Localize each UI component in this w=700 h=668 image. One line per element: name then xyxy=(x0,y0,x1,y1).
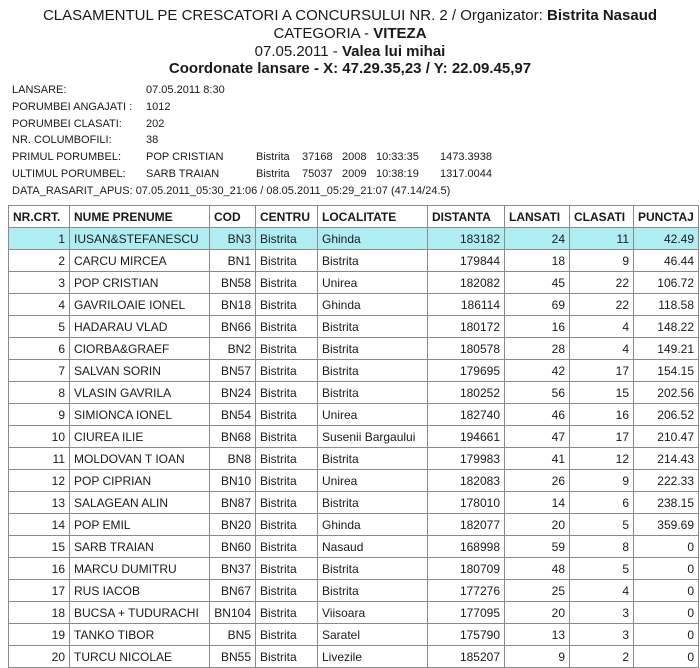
row-name: VLASIN GAVRILA xyxy=(70,382,210,404)
row-localitate: Bistrita xyxy=(318,382,428,404)
row-name: SARB TRAIAN xyxy=(70,536,210,558)
row-name: RUS IACOB xyxy=(70,580,210,602)
row-clasati: 8 xyxy=(570,536,634,558)
row-punctaj: 0 xyxy=(634,602,699,624)
table-row[interactable] xyxy=(9,646,699,668)
row-localitate: Unirea xyxy=(318,404,428,426)
row-lansati: 47 xyxy=(505,426,570,448)
row-distanta: 177095 xyxy=(428,602,505,624)
row-cod: BN67 xyxy=(210,580,256,602)
row-nr: 2 xyxy=(9,250,70,272)
row-clasati: 9 xyxy=(570,250,634,272)
table-row[interactable] xyxy=(9,624,699,646)
col-distanta: DISTANTA xyxy=(428,206,505,228)
col-lansati: LANSATI xyxy=(505,206,570,228)
col-cod: COD xyxy=(210,206,256,228)
row-lansati: 24 xyxy=(505,228,570,250)
row-localitate: Ghinda xyxy=(318,294,428,316)
info-clasati: PORUMBEI CLASATI: 202 xyxy=(12,117,165,130)
col-localitate: LOCALITATE xyxy=(318,206,428,228)
row-localitate: Livezile xyxy=(318,646,428,668)
row-centru: Bistrita xyxy=(256,602,318,624)
row-punctaj: 222.33 xyxy=(634,470,699,492)
row-cod: BN1 xyxy=(210,250,256,272)
row-name: GAVRILOAIE IONEL xyxy=(70,294,210,316)
row-nr: 9 xyxy=(9,404,70,426)
table-row[interactable] xyxy=(9,448,699,470)
row-clasati: 12 xyxy=(570,448,634,470)
table-row[interactable] xyxy=(9,316,699,338)
row-lansati: 69 xyxy=(505,294,570,316)
date-place-line: 07.05.2011 - Valea lui mihai xyxy=(254,43,446,60)
row-localitate: Bistrita xyxy=(318,558,428,580)
row-lansati: 59 xyxy=(505,536,570,558)
table-row[interactable] xyxy=(9,294,699,316)
row-distanta: 180172 xyxy=(428,316,505,338)
row-cod: BN68 xyxy=(210,426,256,448)
row-centru: Bistrita xyxy=(256,624,318,646)
row-centru: Bistrita xyxy=(256,316,318,338)
row-punctaj: 359.69 xyxy=(634,514,699,536)
col-nr-crt: NR.CRT. xyxy=(9,206,70,228)
row-clasati: 4 xyxy=(570,338,634,360)
row-centru: Bistrita xyxy=(256,646,318,668)
row-name: SIMIONCA IONEL xyxy=(70,404,210,426)
row-nr: 15 xyxy=(9,536,70,558)
row-distanta: 182740 xyxy=(428,404,505,426)
row-punctaj: 0 xyxy=(634,536,699,558)
info-columbofili: NR. COLUMBOFILI: 38 xyxy=(12,134,159,147)
row-localitate: Bistrita xyxy=(318,580,428,602)
row-cod: BN66 xyxy=(210,316,256,338)
row-punctaj: 0 xyxy=(634,646,699,668)
row-cod: BN37 xyxy=(210,558,256,580)
row-centru: Bistrita xyxy=(256,272,318,294)
row-nr: 19 xyxy=(9,624,70,646)
row-punctaj: 46.44 xyxy=(634,250,699,272)
row-lansati: 41 xyxy=(505,448,570,470)
row-punctaj: 210.47 xyxy=(634,426,699,448)
row-distanta: 182083 xyxy=(428,470,505,492)
row-name: POP CRISTIAN xyxy=(70,272,210,294)
row-name: TURCU NICOLAE xyxy=(70,646,210,668)
row-centru: Bistrita xyxy=(256,536,318,558)
report-title: CLASAMENTUL PE CRESCATORI A CONCURSULUI NR. 2 / Organizator: Bistrita Nasaud xyxy=(42,7,658,24)
row-punctaj: 0 xyxy=(634,580,699,602)
row-clasati: 11 xyxy=(570,228,634,250)
row-distanta: 182082 xyxy=(428,272,505,294)
row-clasati: 4 xyxy=(570,316,634,338)
row-distanta: 180709 xyxy=(428,558,505,580)
row-lansati: 48 xyxy=(505,558,570,580)
row-lansati: 26 xyxy=(505,470,570,492)
table-row[interactable] xyxy=(9,250,699,272)
col-centru: CENTRU xyxy=(256,206,318,228)
row-lansati: 46 xyxy=(505,404,570,426)
row-localitate: Bistrita xyxy=(318,492,428,514)
table-row[interactable] xyxy=(9,558,699,580)
row-distanta: 175790 xyxy=(428,624,505,646)
row-cod: BN60 xyxy=(210,536,256,558)
row-lansati: 14 xyxy=(505,492,570,514)
row-punctaj: 0 xyxy=(634,624,699,646)
table-row[interactable] xyxy=(9,404,699,426)
row-centru: Bistrita xyxy=(256,492,318,514)
table-row[interactable] xyxy=(9,382,699,404)
table-row[interactable] xyxy=(9,536,699,558)
row-cod: BN10 xyxy=(210,470,256,492)
row-nr: 12 xyxy=(9,470,70,492)
row-cod: BN104 xyxy=(210,602,256,624)
row-clasati: 9 xyxy=(570,470,634,492)
row-nr: 5 xyxy=(9,316,70,338)
category-value: VITEZA xyxy=(373,25,427,42)
organizer-name: Bistrita Nasaud xyxy=(546,7,658,24)
row-cod: BN87 xyxy=(210,492,256,514)
col-clasati: CLASATI xyxy=(570,206,634,228)
row-name: POP EMIL xyxy=(70,514,210,536)
row-cod: BN8 xyxy=(210,448,256,470)
row-punctaj: 206.52 xyxy=(634,404,699,426)
row-nr: 20 xyxy=(9,646,70,668)
row-distanta: 179695 xyxy=(428,360,505,382)
row-clasati: 2 xyxy=(570,646,634,668)
row-punctaj: 0 xyxy=(634,558,699,580)
row-lansati: 20 xyxy=(505,514,570,536)
row-localitate: Saratel xyxy=(318,624,428,646)
info-rasarit-apus: DATA_RASARIT_APUS: 07.05.2011_05:30_21:06 / 08.05.2011_05:29_21:07 (47.14/24.5) xyxy=(12,184,451,197)
race-info xyxy=(12,82,492,200)
row-punctaj: 154.15 xyxy=(634,360,699,382)
row-localitate: Susenii Bargaului xyxy=(318,426,428,448)
row-clasati: 22 xyxy=(570,294,634,316)
row-centru: Bistrita xyxy=(256,404,318,426)
table-row[interactable] xyxy=(9,492,699,514)
row-centru: Bistrita xyxy=(256,382,318,404)
row-punctaj: 238.15 xyxy=(634,492,699,514)
row-lansati: 16 xyxy=(505,316,570,338)
category-line: CATEGORIA - VITEZA xyxy=(273,25,427,42)
row-localitate: Unirea xyxy=(318,470,428,492)
info-primul: PRIMUL PORUMBEL: POP CRISTIAN Bistrita 37168 2008 10:33:35 1473.3938 xyxy=(12,151,492,164)
row-distanta: 180252 xyxy=(428,382,505,404)
row-distanta: 185207 xyxy=(428,646,505,668)
row-nr: 10 xyxy=(9,426,70,448)
row-cod: BN5 xyxy=(210,624,256,646)
row-distanta: 168998 xyxy=(428,536,505,558)
row-cod: BN2 xyxy=(210,338,256,360)
row-distanta: 178010 xyxy=(428,492,505,514)
row-clasati: 3 xyxy=(570,602,634,624)
row-lansati: 25 xyxy=(505,580,570,602)
row-name: HADARAU VLAD xyxy=(70,316,210,338)
row-name: CIORBA&GRAEF xyxy=(70,338,210,360)
release-place: Valea lui mihai xyxy=(341,43,446,60)
row-centru: Bistrita xyxy=(256,470,318,492)
row-centru: Bistrita xyxy=(256,228,318,250)
row-localitate: Bistrita xyxy=(318,360,428,382)
row-nr: 1 xyxy=(9,228,70,250)
col-nume-prenume: NUME PRENUME xyxy=(70,206,210,228)
row-distanta: 182077 xyxy=(428,514,505,536)
row-lansati: 18 xyxy=(505,250,570,272)
row-centru: Bistrita xyxy=(256,580,318,602)
row-centru: Bistrita xyxy=(256,360,318,382)
row-clasati: 4 xyxy=(570,580,634,602)
row-localitate: Nasaud xyxy=(318,536,428,558)
row-localitate: Bistrita xyxy=(318,448,428,470)
table-row[interactable] xyxy=(9,426,699,448)
row-centru: Bistrita xyxy=(256,250,318,272)
row-localitate: Ghinda xyxy=(318,228,428,250)
row-cod: BN24 xyxy=(210,382,256,404)
table-row[interactable] xyxy=(9,602,699,624)
row-name: CARCU MIRCEA xyxy=(70,250,210,272)
row-localitate: Unirea xyxy=(318,272,428,294)
row-nr: 6 xyxy=(9,338,70,360)
table-row[interactable] xyxy=(9,228,699,250)
row-distanta: 179844 xyxy=(428,250,505,272)
row-lansati: 9 xyxy=(505,646,570,668)
row-centru: Bistrita xyxy=(256,426,318,448)
row-punctaj: 118.58 xyxy=(634,294,699,316)
row-nr: 18 xyxy=(9,602,70,624)
row-nr: 4 xyxy=(9,294,70,316)
row-name: BUCSA + TUDURACHI xyxy=(70,602,210,624)
row-nr: 14 xyxy=(9,514,70,536)
table-row[interactable] xyxy=(9,470,699,492)
results-body xyxy=(9,228,699,668)
row-clasati: 5 xyxy=(570,514,634,536)
row-lansati: 13 xyxy=(505,624,570,646)
row-localitate: Bistrita xyxy=(318,250,428,272)
row-punctaj: 202.56 xyxy=(634,382,699,404)
row-punctaj: 214.43 xyxy=(634,448,699,470)
row-clasati: 17 xyxy=(570,360,634,382)
row-cod: BN54 xyxy=(210,404,256,426)
row-nr: 7 xyxy=(9,360,70,382)
row-distanta: 179983 xyxy=(428,448,505,470)
row-name: TANKO TIBOR xyxy=(70,624,210,646)
row-distanta: 183182 xyxy=(428,228,505,250)
row-punctaj: 106.72 xyxy=(634,272,699,294)
row-distanta: 186114 xyxy=(428,294,505,316)
info-lansare: LANSARE: 07.05.2011 8:30 xyxy=(12,84,225,96)
row-distanta: 177276 xyxy=(428,580,505,602)
row-localitate: Ghinda xyxy=(318,514,428,536)
row-name: CIUREA ILIE xyxy=(70,426,210,448)
row-clasati: 16 xyxy=(570,404,634,426)
row-cod: BN18 xyxy=(210,294,256,316)
row-clasati: 6 xyxy=(570,492,634,514)
row-name: POP CIPRIAN xyxy=(70,470,210,492)
row-centru: Bistrita xyxy=(256,448,318,470)
table-row[interactable] xyxy=(9,338,699,360)
row-lansati: 56 xyxy=(505,382,570,404)
row-centru: Bistrita xyxy=(256,514,318,536)
row-clasati: 22 xyxy=(570,272,634,294)
row-nr: 17 xyxy=(9,580,70,602)
row-name: MOLDOVAN T IOAN xyxy=(70,448,210,470)
table-row[interactable] xyxy=(9,580,699,602)
row-clasati: 3 xyxy=(570,624,634,646)
coordinates-line: Coordonate lansare - X: 47.29.35,23 / Y: 22.09.45,97 xyxy=(168,60,532,77)
row-localitate: Bistrita xyxy=(318,316,428,338)
row-name: MARCU DUMITRU xyxy=(70,558,210,580)
row-lansati: 20 xyxy=(505,602,570,624)
row-punctaj: 149.21 xyxy=(634,338,699,360)
results-table xyxy=(8,205,699,668)
row-nr: 3 xyxy=(9,272,70,294)
table-header-row xyxy=(9,206,699,228)
row-punctaj: 148.22 xyxy=(634,316,699,338)
row-cod: BN58 xyxy=(210,272,256,294)
row-name: SALVAN SORIN xyxy=(70,360,210,382)
row-name: IUSAN&STEFANESCU xyxy=(70,228,210,250)
row-lansati: 45 xyxy=(505,272,570,294)
info-angajati: PORUMBEI ANGAJATI : 1012 xyxy=(12,100,171,113)
row-centru: Bistrita xyxy=(256,294,318,316)
info-ultimul: ULTIMUL PORUMBEL: SARB TRAIAN Bistrita 75037 2009 10:38:19 1317.0044 xyxy=(12,167,492,180)
row-lansati: 28 xyxy=(505,338,570,360)
row-distanta: 180578 xyxy=(428,338,505,360)
row-distanta: 194661 xyxy=(428,426,505,448)
row-cod: BN57 xyxy=(210,360,256,382)
row-clasati: 15 xyxy=(570,382,634,404)
row-centru: Bistrita xyxy=(256,558,318,580)
col-punctaj: PUNCTAJ xyxy=(634,206,699,228)
row-nr: 13 xyxy=(9,492,70,514)
row-clasati: 5 xyxy=(570,558,634,580)
table-row[interactable] xyxy=(9,272,699,294)
row-nr: 11 xyxy=(9,448,70,470)
row-cod: BN55 xyxy=(210,646,256,668)
row-nr: 16 xyxy=(9,558,70,580)
row-name: SALAGEAN ALIN xyxy=(70,492,210,514)
row-punctaj: 42.49 xyxy=(634,228,699,250)
row-centru: Bistrita xyxy=(256,338,318,360)
table-row[interactable] xyxy=(9,514,699,536)
row-nr: 8 xyxy=(9,382,70,404)
table-row[interactable] xyxy=(9,360,699,382)
row-cod: BN3 xyxy=(210,228,256,250)
row-lansati: 42 xyxy=(505,360,570,382)
row-localitate: Bistrita xyxy=(318,338,428,360)
row-clasati: 17 xyxy=(570,426,634,448)
row-localitate: Viisoara xyxy=(318,602,428,624)
row-cod: BN20 xyxy=(210,514,256,536)
